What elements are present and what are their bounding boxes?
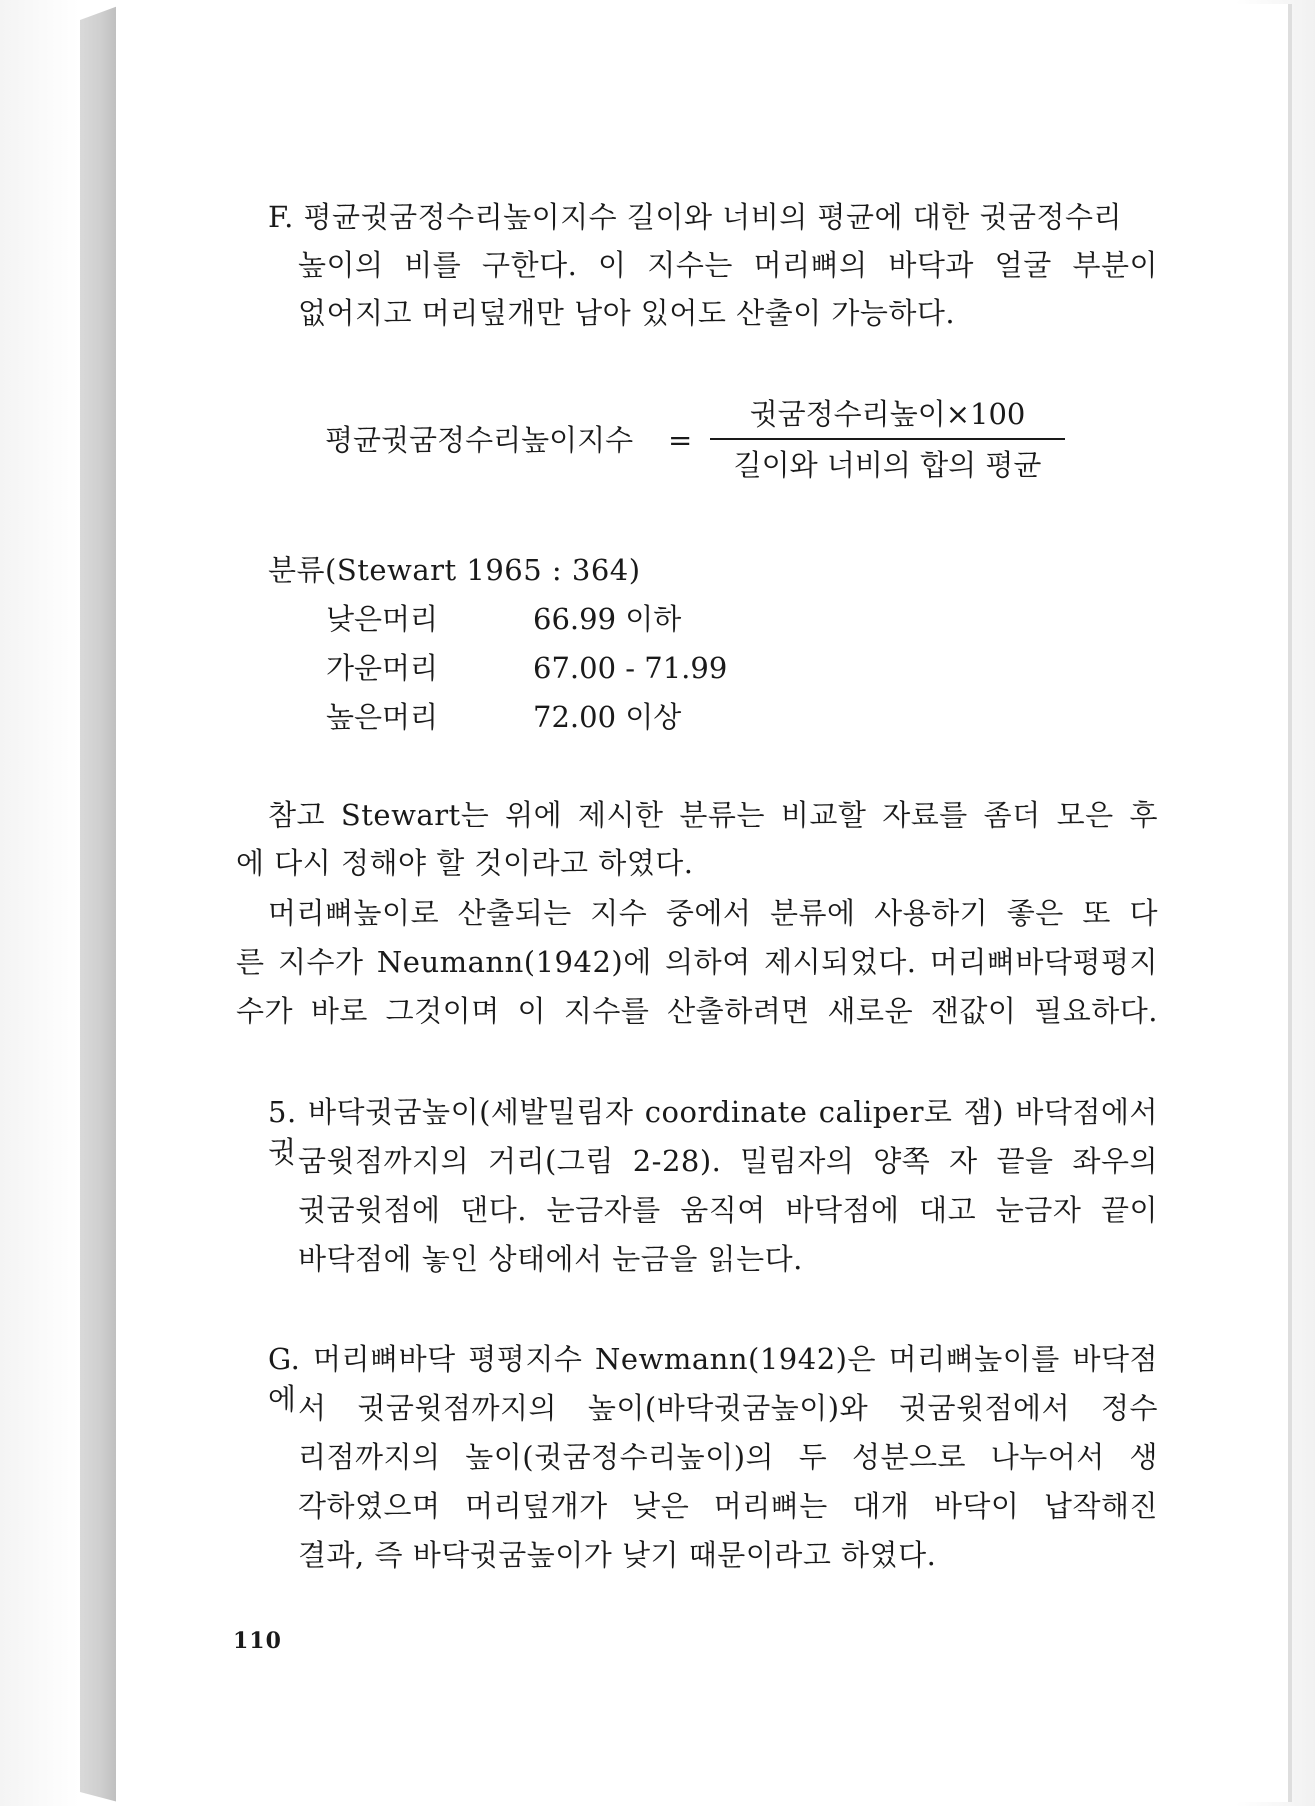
section-f-line-3: 없어지고 머리덮개만 남아 있어도 산출이 가능하다. <box>298 296 956 330</box>
item5-line-3: 귓굼윗점에 댄다. 눈금자를 움직여 바닥점에 대고 눈금자 끝이 <box>298 1193 1158 1227</box>
note-line-4: 른 지수가 Neumann(1942)에 의하여 제시되었다. 머리뼈바닥평평지 <box>236 945 1158 979</box>
formula-equals: = <box>668 423 693 457</box>
item5-line-2: 굼윗점까지의 거리(그림 2-28). 밀림자의 양쪽 자 끝을 좌우의 <box>298 1144 1158 1178</box>
classification-row-name: 높은머리 <box>326 700 439 734</box>
item5-line-4: 바닥점에 놓인 상태에서 눈금을 읽는다. <box>298 1242 803 1276</box>
classification-heading: 분류(Stewart 1965 : 364) <box>268 553 641 587</box>
page-number: 110 <box>233 1628 282 1654</box>
note-line-1: 참고 Stewart는 위에 제시한 분류는 비교할 자료를 좀더 모은 후 <box>268 798 1158 832</box>
fraction-bar <box>710 438 1065 440</box>
classification-row-value: 72.00 이상 <box>533 700 682 734</box>
formula-label: 평균귓굼정수리높이지수 <box>325 423 634 457</box>
note-line-3: 머리뼈높이로 산출되는 지수 중에서 분류에 사용하기 좋은 또 다 <box>268 896 1158 930</box>
formula-denominator: 길이와 너비의 합의 평균 <box>733 448 1042 482</box>
item5-line-1: 5. 바닥귓굼높이(세발밀림자 coordinate caliper로 잼) 바닥점에서 귓 <box>268 1095 1158 1169</box>
classification-row-name: 가운머리 <box>326 651 439 685</box>
formula-numerator: 귓굼정수리높이×100 <box>749 397 1026 431</box>
note-line-5: 수가 바로 그것이며 이 지수를 산출하려면 새로운 잰값이 필요하다. <box>236 994 1158 1028</box>
section-g-line-1: G. 머리뼈바닥 평평지수 Newmann(1942)은 머리뼈높이를 바닥점에 <box>268 1342 1158 1416</box>
note-line-2: 에 다시 정해야 할 것이라고 하였다. <box>236 846 694 880</box>
book-page-edge <box>80 6 118 1802</box>
section-g-line-2: 서 귓굼윗점까지의 높이(바닥귓굼높이)와 귓굼윗점에서 정수 <box>298 1391 1158 1425</box>
section-g-line-5: 결과, 즉 바닥귓굼높이가 낮기 때문이라고 하였다. <box>298 1538 937 1572</box>
classification-row-value: 67.00 - 71.99 <box>533 651 728 685</box>
section-f-line-2: 높이의 비를 구한다. 이 지수는 머리뼈의 바닥과 얼굴 부분이 <box>298 248 1158 282</box>
section-f-line-1: F. 평균귓굼정수리높이지수 길이와 너비의 평균에 대한 귓굼정수리 <box>268 200 1123 234</box>
section-g-line-4: 각하였으며 머리덮개가 낮은 머리뼈는 대개 바닥이 납작해진 <box>298 1489 1158 1523</box>
classification-row-name: 낮은머리 <box>326 602 439 636</box>
classification-row-value: 66.99 이하 <box>533 602 682 636</box>
section-g-line-3: 리점까지의 높이(귓굼정수리높이)의 두 성분으로 나누어서 생 <box>298 1440 1158 1474</box>
